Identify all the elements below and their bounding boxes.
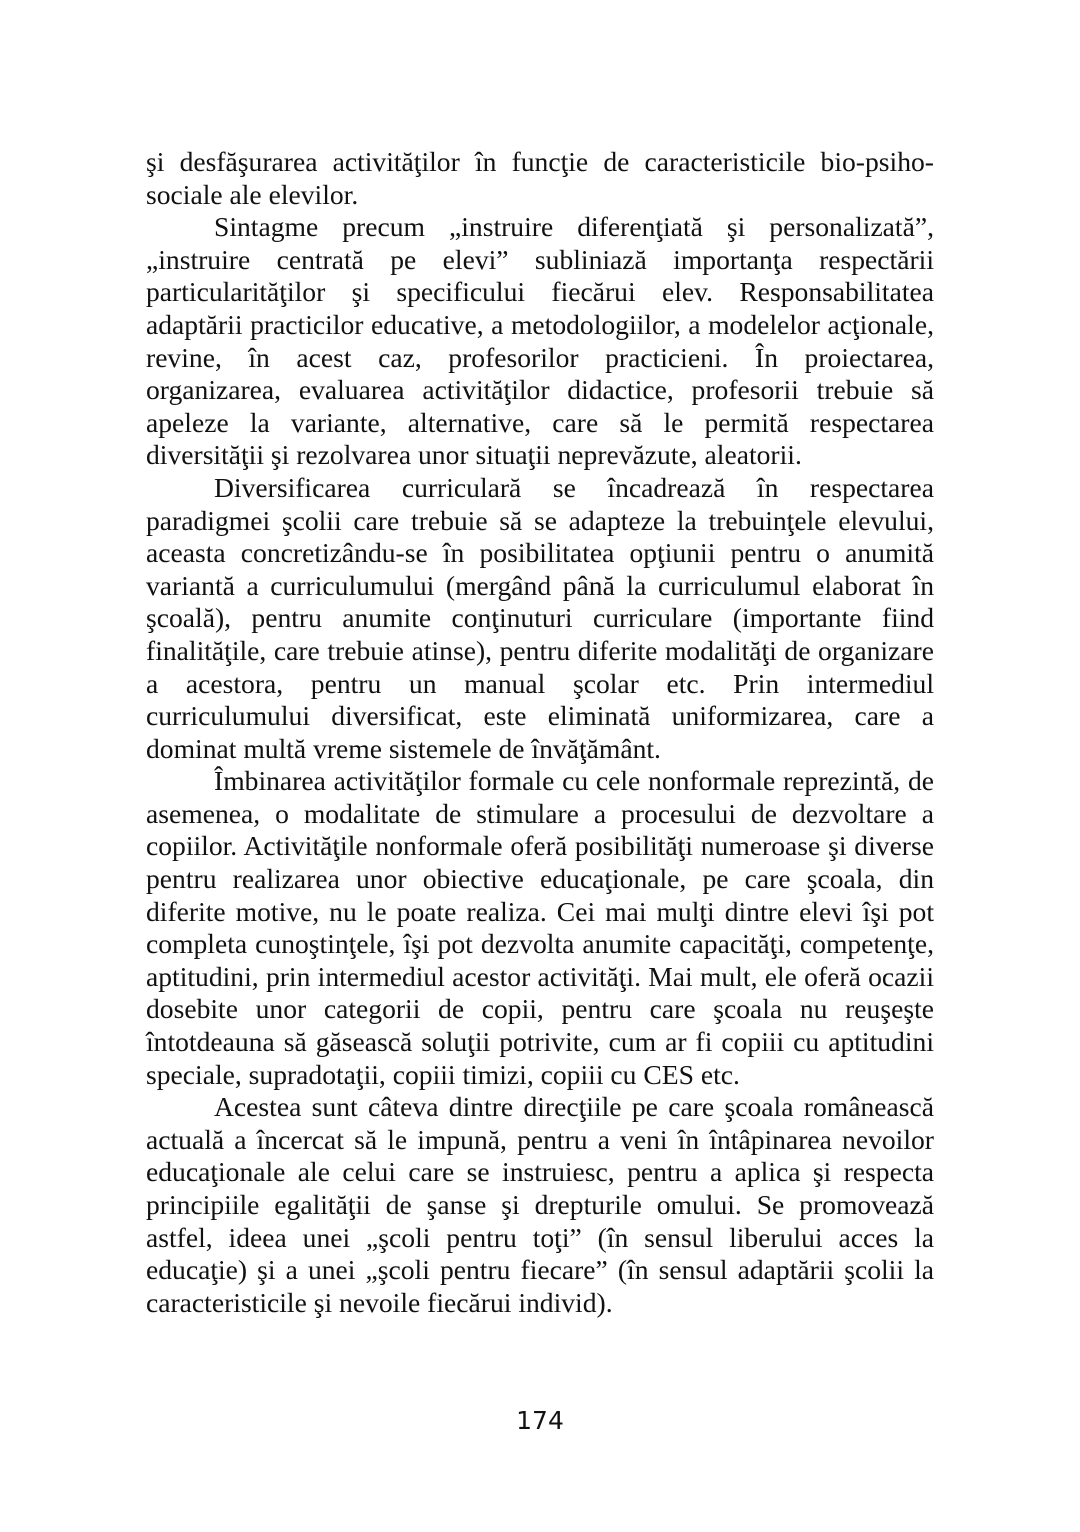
paragraph-continuation: şi desfăşurarea activităţilor în funcţie de caracteristicile bio-psiho-sociale ale elevilor. <box>146 146 934 210</box>
page-body <box>146 146 934 1319</box>
paragraph-acestea: Acestea sunt câteva dintre direcţiile pe care şcoala românească actuală a încercat să le impună, pentru a veni în întâpinarea nevoilor educaţionale ale celui care se instruiesc, pentru a aplica şi respecta principiile egalităţii de şanse şi drepturile omului. Se promovează astfel, ideea unei „şcoli pentru toţi” (în sensul liberului acces la educaţie) şi a unei „şcoli pentru fiecare” (în sensul adaptării şcolii la caracteristicile şi nevoile fiecărui individ). <box>146 1091 934 1318</box>
paragraph-imbinarea: Îmbinarea activităţilor formale cu cele nonformale reprezintă, de asemenea, o modalitate de stimulare a procesului de dezvoltare a copiilor. Activităţile nonformale oferă posibilităţi numeroase şi diverse pentru realizarea unor obiective educaţionale, pe care şcoala, din diferite motive, nu le poate realiza. Cei mai mulţi dintre elevi îşi pot completa cunoştinţele, îşi pot dezvolta anumite capacităţi, competenţe, aptitudini, prin intermediul acestor activităţi. Mai mult, ele oferă ocazii dosebite unor categorii de copii, pentru care şcoala nu reuşeşte întotdeauna să găsească soluţii potrivite, cum ar fi copiii cu aptitudini speciale, supradotaţii, copiii timizi, copiii cu CES etc. <box>146 765 934 1090</box>
paragraph-diversificarea: Diversificarea curriculară se încadrează în respectarea paradigmei şcolii care trebuie să se adapteze la trebuinţele elevului, aceasta concretizându-se în posibilitatea opţiunii pentru o anumită variantă a curriculumului (mergând până la curriculumul elaborat în şcoală), pentru anumite conţinuturi curriculare (importante fiind finalităţile, care trebuie atinse), pentru diferite modalităţi de organizare a acestora, pentru un manual şcolar etc. Prin intermediul curriculumului diversificat, este eliminată uniformizarea, care a dominat multă vreme sistemele de învăţământ. <box>146 471 934 764</box>
paragraph-sintagme: Sintagme precum „instruire diferenţiată şi personalizată”, „instruire centrată pe elevi” subliniază importanţa respectării particularităţilor şi specificului fiecărui elev. Responsabilitatea adaptării practicilor educative, a metodologiilor, a modelelor acţionale, revine, în acest caz, profesorilor practicieni. În proiectarea, organizarea, evaluarea activităţilor didactice, profesorii trebuie să apeleze la variante, alternative, care să le permită respectarea diversităţii şi rezolvarea unor situaţii neprevăzute, aleatorii. <box>146 211 934 471</box>
page-number: 174 <box>516 1406 564 1435</box>
